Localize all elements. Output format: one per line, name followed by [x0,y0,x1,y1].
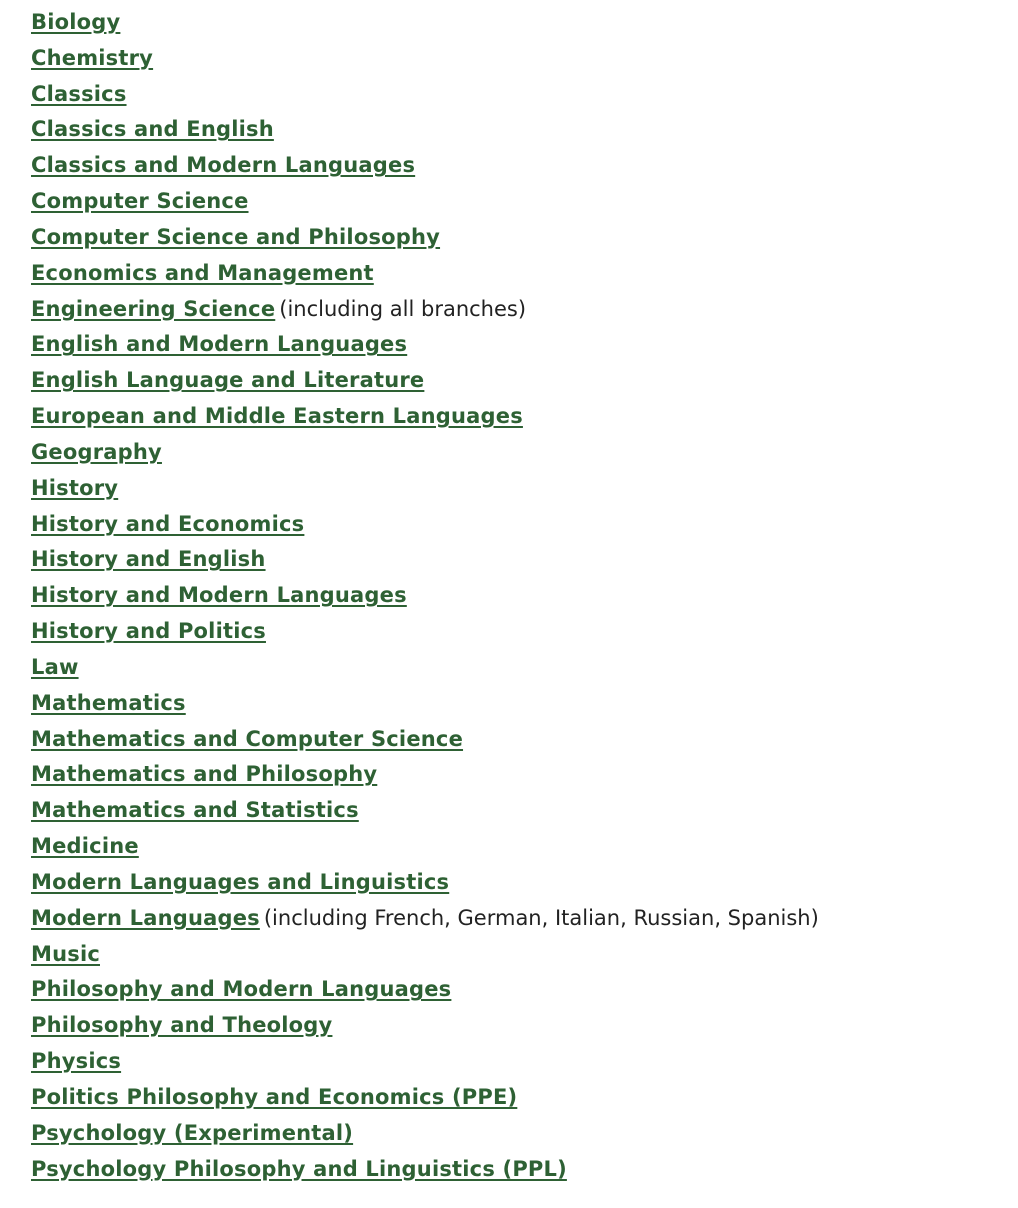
course-list-item [31,542,819,578]
course-link[interactable]: Psychology (Experimental) [31,1120,354,1145]
course-link[interactable]: History [31,475,119,500]
course-link[interactable]: Classics and Modern Languages [31,153,416,178]
course-list-item [31,220,819,256]
course-link[interactable]: Psychology Philosophy and Linguistics (PPL) [31,1156,567,1181]
course-list-item [31,578,819,614]
course-link[interactable]: Mathematics [31,690,186,715]
course-list-item [31,256,819,292]
course-link[interactable]: Mathematics and Statistics [31,798,359,823]
course-link[interactable]: Computer Science and Philosophy [31,224,441,249]
course-link[interactable]: History and English [31,547,266,572]
course-list-item [31,471,819,507]
course-link[interactable]: Philosophy and Theology [31,1013,333,1038]
course-link[interactable]: Mathematics and Computer Science [31,726,464,751]
course-list-item [31,757,819,793]
course-note: (including French, German, Italian, Russian, Spanish) [263,905,819,930]
course-link[interactable]: History and Economics [31,511,305,536]
course-link[interactable]: Mathematics and Philosophy [31,762,378,787]
course-list-item [31,865,819,901]
course-link[interactable]: Law [31,654,79,679]
course-list-item [31,1008,819,1044]
course-link[interactable]: Medicine [31,834,139,859]
course-list-item [31,1080,819,1116]
course-link[interactable]: History and Politics [31,619,266,644]
course-list-item [31,435,819,471]
course-list-item [31,650,819,686]
course-list-item [31,972,819,1008]
course-link[interactable]: History and Modern Languages [31,583,407,608]
course-list-item [31,399,819,435]
course-link[interactable]: Classics [31,81,127,106]
course-list-item [31,829,819,865]
course-list-item [31,901,819,937]
course-link[interactable]: Computer Science [31,189,249,214]
course-link[interactable]: Philosophy and Modern Languages [31,977,452,1002]
course-list-item [31,793,819,829]
course-list-item [31,507,819,543]
course-list-item [31,1044,819,1080]
course-link[interactable]: Chemistry [31,45,154,70]
course-link[interactable]: Modern Languages [31,905,260,930]
course-link[interactable]: European and Middle Eastern Languages [31,404,523,429]
course-list-item [31,1116,819,1152]
course-link[interactable]: Engineering Science [31,296,276,321]
course-list-item [31,1152,819,1188]
course-link[interactable]: Politics Philosophy and Economics (PPE) [31,1084,518,1109]
course-link[interactable]: Geography [31,439,162,464]
course-list-item [31,148,819,184]
course-link[interactable]: Economics and Management [31,260,374,285]
course-list [31,5,819,1187]
course-list-item [31,363,819,399]
course-list-item [31,77,819,113]
course-link[interactable]: English and Modern Languages [31,332,408,357]
course-list-item [31,327,819,363]
course-link[interactable]: Classics and English [31,117,274,142]
course-list-item [31,722,819,758]
course-link[interactable]: Biology [31,10,121,34]
course-link[interactable]: Modern Languages and Linguistics [31,869,450,894]
course-link[interactable]: Physics [31,1049,122,1074]
course-list-item [31,184,819,220]
course-list-item [31,112,819,148]
course-list-item [31,937,819,973]
course-link[interactable]: Music [31,941,100,966]
course-list-item [31,41,819,77]
course-note: (including all branches) [279,296,527,321]
course-list-item [31,292,819,328]
course-link[interactable]: English Language and Literature [31,368,425,393]
course-list-item [31,686,819,722]
course-list-item [31,5,819,41]
course-list-item [31,614,819,650]
